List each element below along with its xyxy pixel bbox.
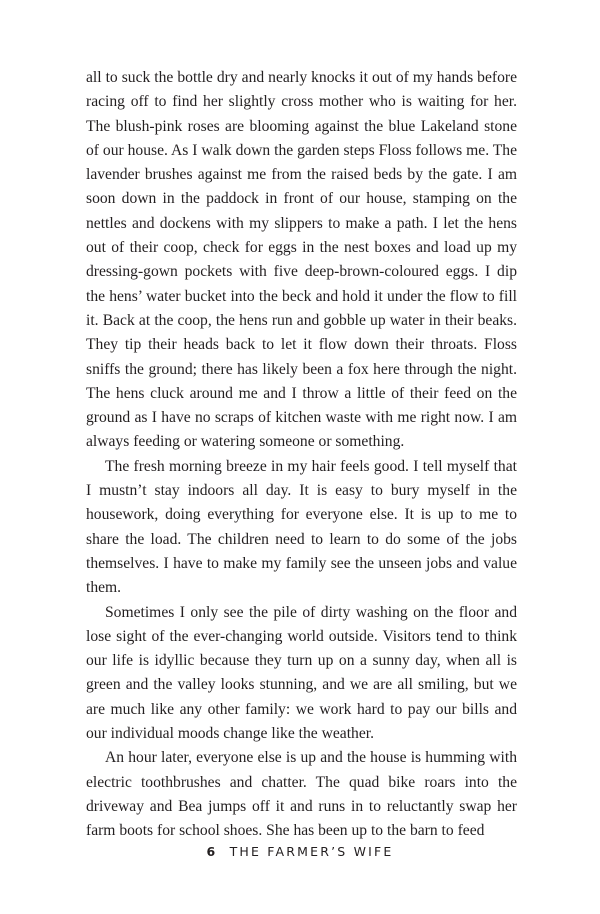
- paragraph-4: An hour later, everyone else is up and the house is humming with electric toothbrushes and chatter. The quad bike roars into the driveway and Bea jumps off it and runs in to reluctantly swap her farm boots for school shoes. She has been up to the barn to feed: [86, 749, 517, 840]
- running-title: THE FARMER’S WIFE: [229, 844, 394, 859]
- paragraph-3: Sometimes I only see the pile of dirty washing on the floor and lose sight of the ever-changing world outside. Visitors tend to think our life is idyllic because they turn up on a sunny day, when all is green and the valley looks stunning, and we are all smiling, but we are much like any other family: we work hard to pay our bills and our individual moods change like the weather.: [86, 603, 517, 743]
- page-number: 6: [206, 844, 218, 859]
- paragraph-1: all to suck the bottle dry and nearly knocks it out of my hands before racing off to find her slightly cross mother who is waiting for her. The blush-pink roses are blooming against the blue Lakeland stone of our house. As I walk down the garden steps Floss follows me. The lavender brushes against me from the raised beds by the gate. I am soon down in the paddock in front of our house, stamping on the nettles and dockens with my slippers to make a path. I let the hens out of their coop, check for eggs in the nest boxes and load up my dressing-gown pockets with five deep-brown-coloured eggs. I dip the hens’ water bucket into the beck and hold it under the flow to fill it. Back at the coop, the hens run and gobble up water in their beaks. They tip their heads back to let it flow down their throats. Floss sniffs the ground; there has likely been a fox here through the night. The hens cluck around me and I throw a little of their feed on the ground as I have no scraps of kitchen waste with me right now. I am always feeding or watering someone or something.: [86, 69, 517, 451]
- book-page-body: [86, 66, 517, 844]
- running-footer: [0, 844, 600, 859]
- paragraph-2: The fresh morning breeze in my hair feels good. I tell myself that I mustn’t stay indoors all day. It is easy to bury myself in the housework, doing everything for everyone else. It is up to me to share the load. The children need to learn to do some of the jobs themselves. I have to make my family see the unseen jobs and value them.: [86, 457, 517, 597]
